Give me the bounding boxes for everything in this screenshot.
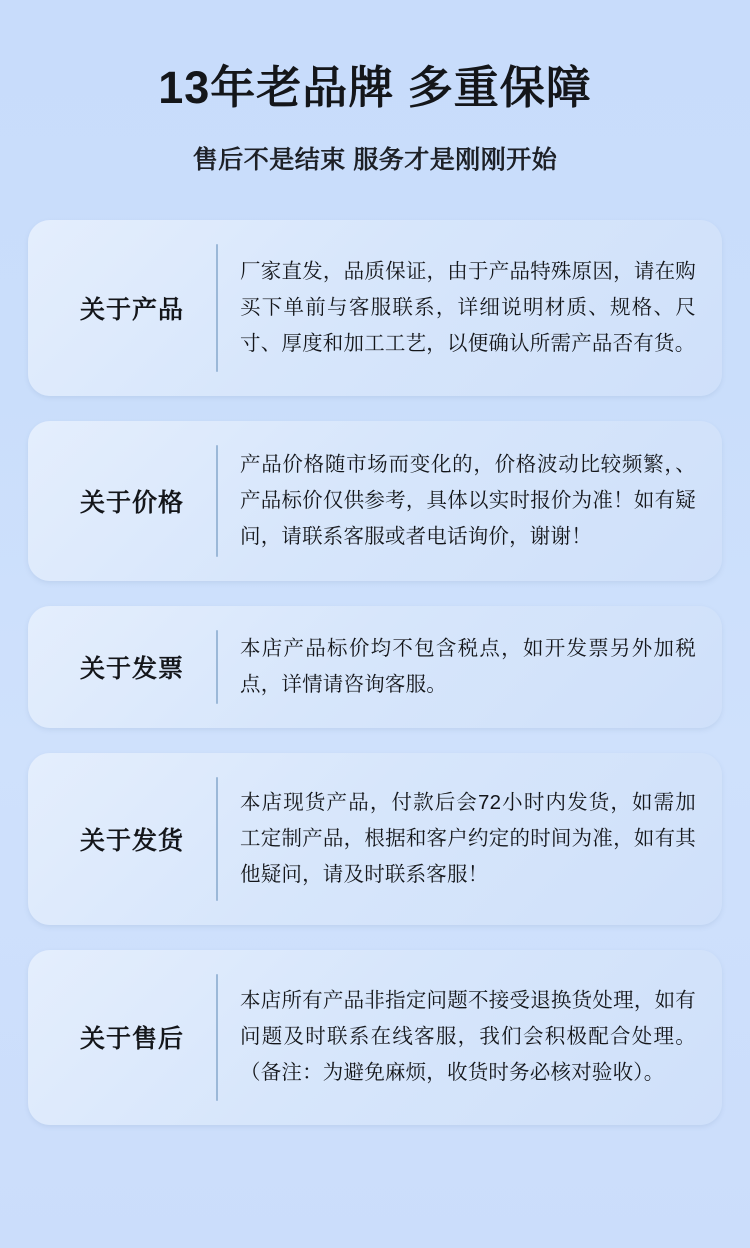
info-card-label: 关于产品: [79, 295, 184, 324]
info-card-text: 产品价格随市场而变化的，价格波动比较频繁，、产品标价仅供参考，具体以实时报价为准！如有疑问，请联系客服或者电话询价，谢谢！: [240, 452, 696, 548]
vertical-divider: [216, 630, 218, 704]
vertical-divider: [216, 445, 218, 557]
info-card-label: 关于发票: [79, 654, 184, 683]
info-card-text: 本店产品标价均不包含税点，如开发票另外加税点，详情请咨询客服。: [240, 636, 696, 696]
info-card-price: [28, 421, 722, 581]
info-card-invoice: [28, 606, 722, 728]
vertical-divider: [216, 777, 218, 901]
info-card-label: 关于发货: [79, 826, 184, 855]
vertical-divider: [216, 244, 218, 372]
info-card-shipping: [28, 753, 722, 925]
info-card-list: [28, 220, 722, 1125]
page-title: 13年老品牌 多重保障: [158, 62, 592, 113]
info-card-label: 关于售后: [79, 1025, 184, 1054]
info-card-text: 厂家直发，品质保证，由于产品特殊原因，请在购买下单前与客服联系，详细说明材质、规格、尺寸、厚度和加工工艺，以便确认所需产品否有货。: [240, 259, 696, 355]
page-header: [28, 0, 722, 176]
page-subtitle: 售后不是结束 服务才是刚刚开始: [192, 145, 558, 174]
info-card-label: 关于价格: [79, 488, 184, 517]
info-card-text: 本店现货产品，付款后会72小时内发货，如需加工定制产品，根据和客户约定的时间为准，如有其他疑问，请及时联系客服！: [240, 790, 696, 886]
info-card-product: [28, 220, 722, 396]
vertical-divider: [216, 974, 218, 1101]
info-card-text: 本店所有产品非指定问题不接受退换货处理，如有问题及时联系在线客服，我们会积极配合处理。（备注：为避免麻烦，收货时务必核对验收）。: [240, 989, 696, 1085]
info-card-aftersales: [28, 950, 722, 1125]
